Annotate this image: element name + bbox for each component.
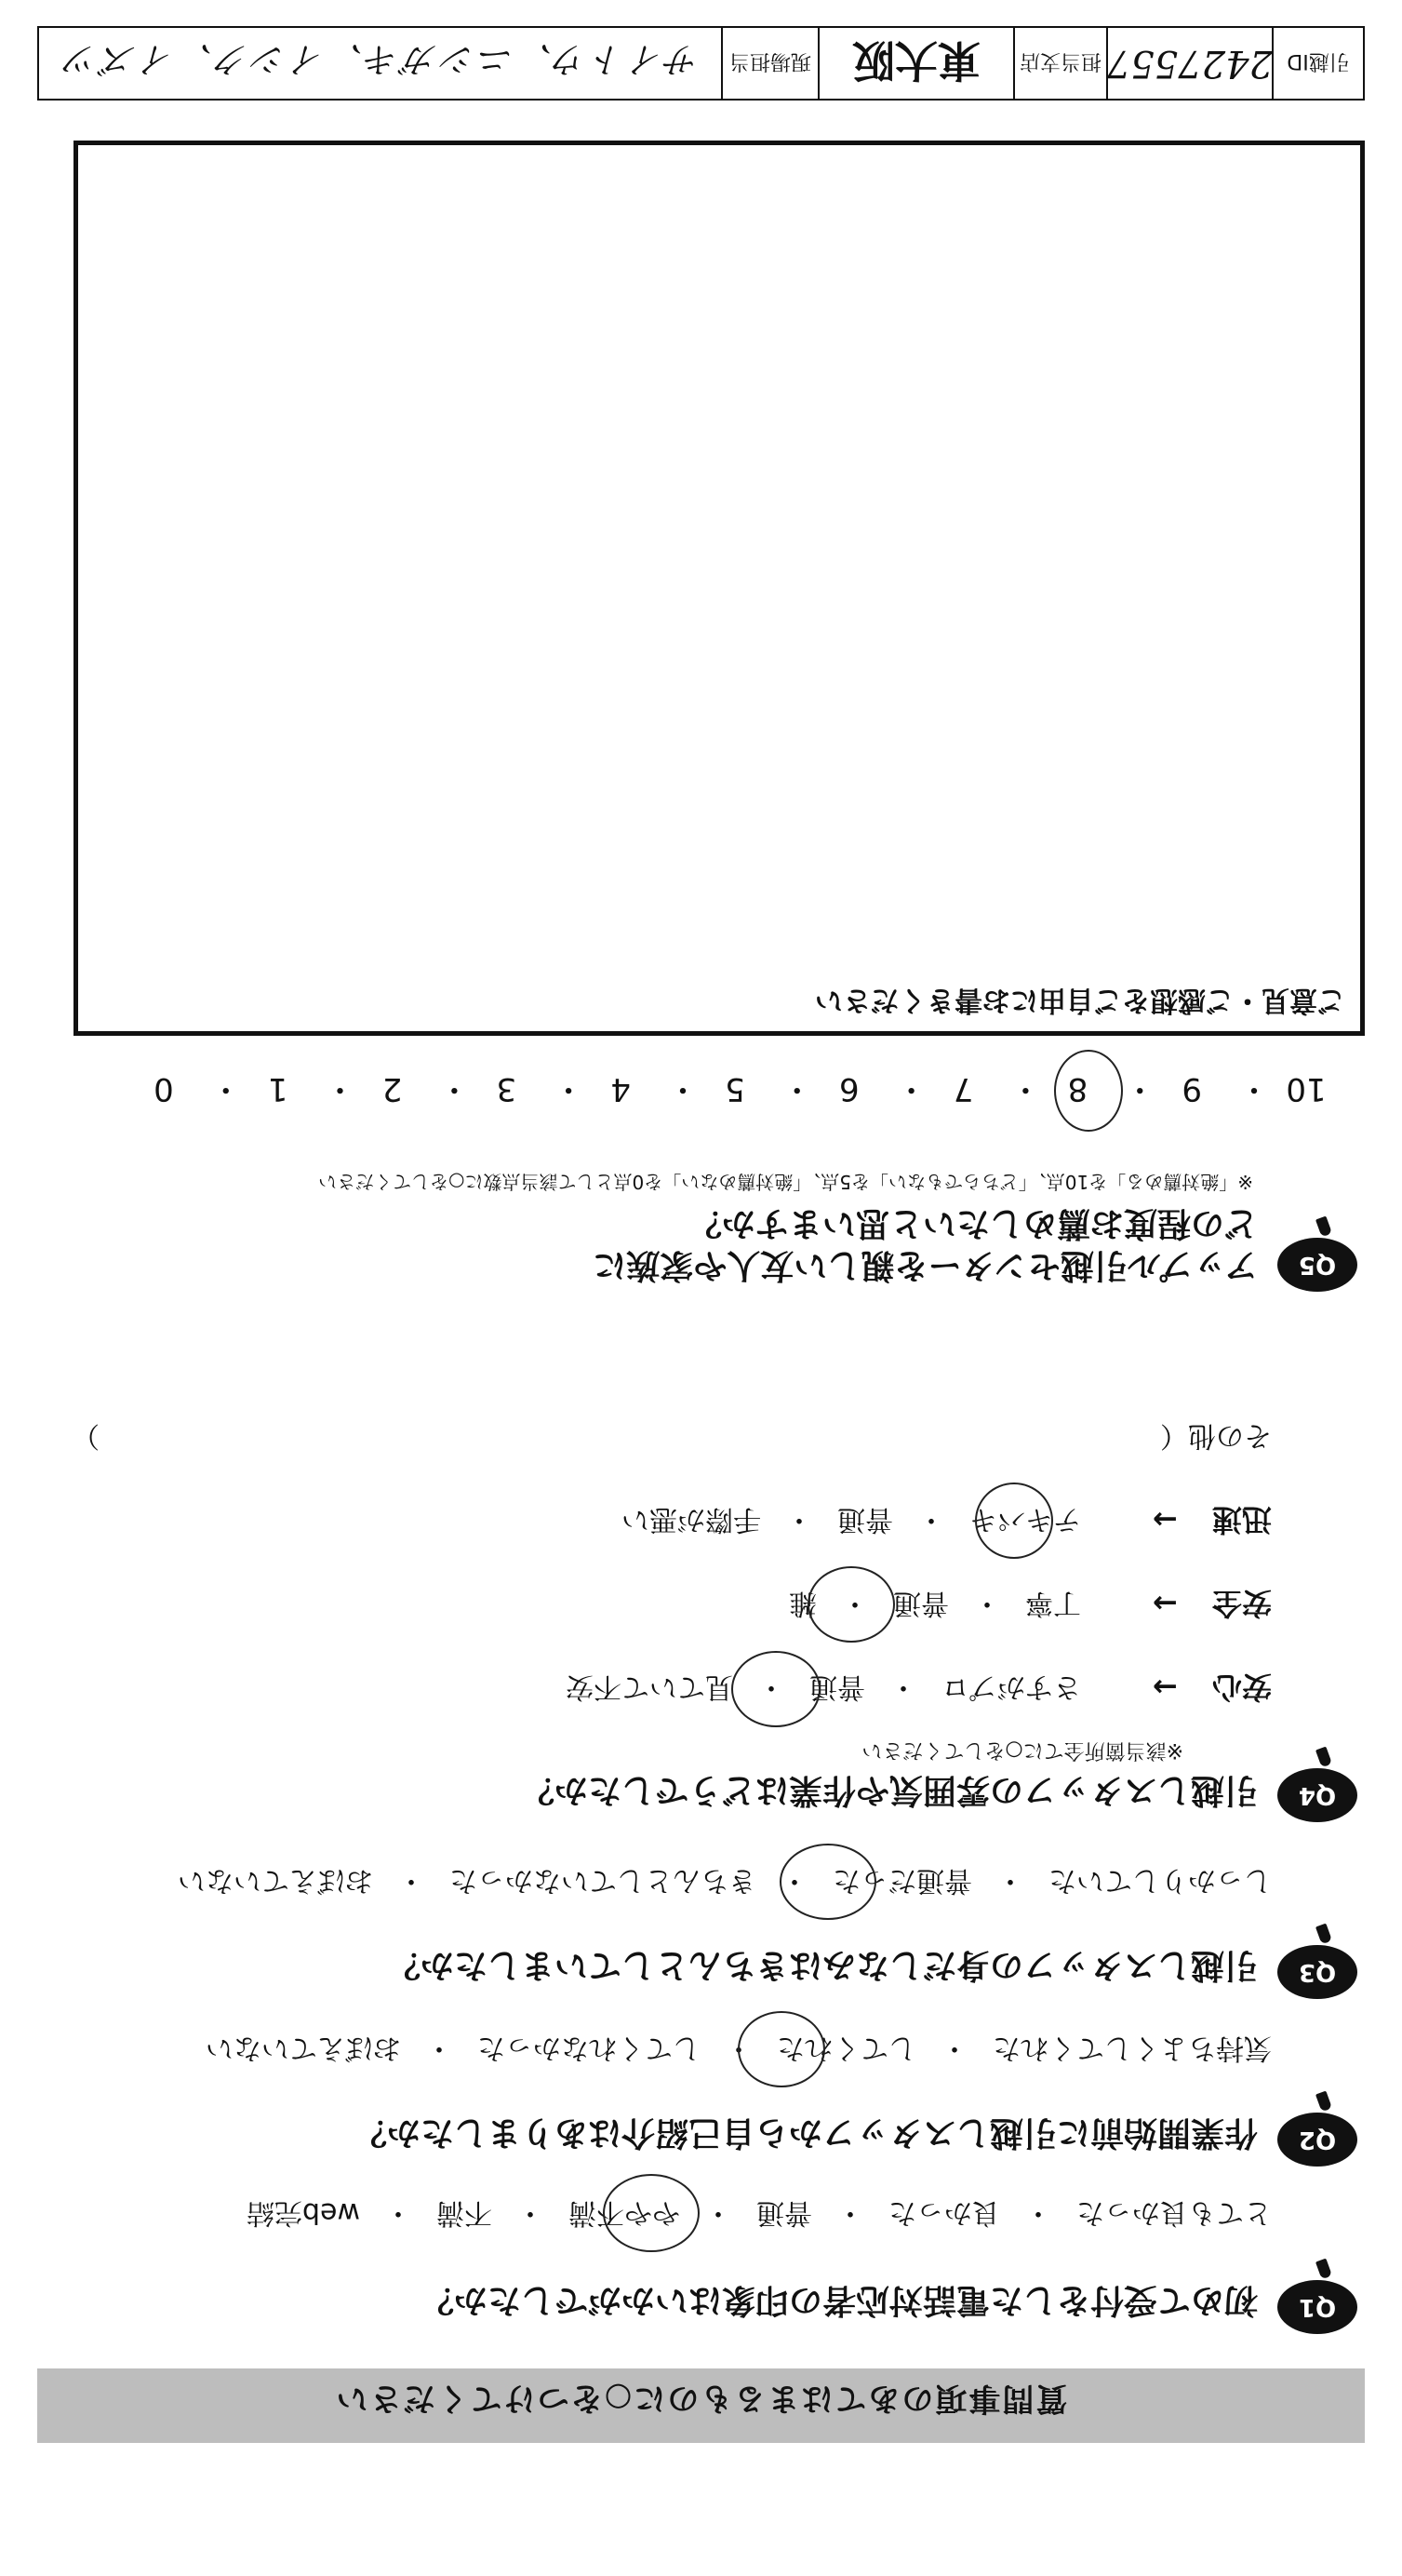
q4-option[interactable]: 見ていて不安 [566,1670,733,1703]
branch-value: 東大阪 [818,28,1013,99]
q1-option[interactable]: web完結 [246,2196,360,2229]
q4-other-label: その他（ [1160,1419,1272,1452]
q3-option[interactable]: おぼえていない [178,1864,373,1897]
q4-row-jinsoku-label: 迅速 [1211,1502,1272,1537]
q2-icon: Q2 [1277,2113,1357,2167]
q4-jinsoku-answer-circle [975,1483,1053,1559]
q4-row-anshin-label: 安心 [1211,1670,1272,1705]
score-option[interactable]: 7 [953,1070,974,1107]
q3-option[interactable]: しっかりしていた [1048,1864,1272,1897]
q2-options: 気持ちよくしてくれた ・ してくれた ・ してくれなかった ・ おぼえていない [206,2031,1272,2072]
q4-anzen-answer-circle [808,1566,895,1643]
q1-option[interactable]: 不満 [436,2196,492,2229]
score-option[interactable]: 0 [154,1070,174,1107]
q2-option[interactable]: おぼえていない [206,2032,401,2064]
q4-option[interactable]: 雑 [789,1587,817,1619]
q4-other-input[interactable] [100,1418,1160,1459]
score-option[interactable]: 9 [1182,1070,1203,1107]
score-option[interactable]: 3 [496,1070,517,1107]
arrow-icon: → [1153,1586,1178,1621]
q4-row-anzen-label: 安全 [1211,1586,1272,1621]
q4-other-row [72,1418,1272,1459]
instruction-banner [37,2368,1365,2443]
score-option[interactable]: 1 [267,1070,288,1107]
q4-row-label [1128,1668,1272,1711]
q3-question: 引越しスタッフの身だしなみはきちんとしていましたか？ [386,1946,1258,1984]
q3-option-selected[interactable]: 普通だった [833,1864,972,1897]
q3-answer-circle [780,1844,876,1920]
q3-icon: Q3 [1277,1945,1357,1999]
leader-value: サイトウ、ニシガキ、イシク、イズツ [60,39,701,81]
score-option[interactable]: 10 [1286,1070,1327,1107]
arrow-icon: → [1153,1502,1178,1537]
q4-option[interactable]: さすがプロ [941,1670,1081,1703]
q4-option-selected[interactable]: 普通 [809,1670,865,1703]
q5-answer-circle [1054,1050,1123,1132]
q5-note: ※「絶対薦める」を10点、「どちらでもない」を5点、「絶対薦めない」を0点として該当点数に○をしてください [318,1171,1253,1193]
q4-option[interactable]: 手際が悪い [621,1503,761,1536]
comments-box[interactable] [73,141,1365,1036]
score-option[interactable]: 2 [381,1070,403,1107]
id-row [37,26,1365,101]
score-option-selected[interactable]: 8 [1067,1070,1088,1107]
score-option[interactable]: 4 [610,1070,631,1107]
instruction-text: 質問事項のあてはまるものに○をつけてください [334,2380,1068,2417]
q1-question: 初めて受付をした電話対応者の印象はいかがでしたか？ [420,2281,1258,2319]
q3-options: しっかりしていた ・ 普通だった ・ きちんとしていなかった ・ おぼえていない [178,1863,1272,1904]
q5-question-line1: アップル引越センターを親しい友人や家族に [593,1246,1258,1284]
q4-row-label [1128,1584,1272,1627]
q1-option[interactable]: やや不満 [568,2196,680,2229]
q1-option[interactable]: とても良かった [1076,2196,1272,2229]
q4-anshin-answer-circle [731,1651,821,1727]
q1-answer-circle [603,2174,700,2252]
branch-label: 担当支店 [1013,28,1106,99]
leader-label: 現場担当 [721,28,818,99]
q1-icon: Q1 [1277,2280,1357,2334]
q4-row-jinsoku-options: テキパキ ・ 普通 ・ 手際が悪い [621,1502,1081,1543]
q2-question: 作業開始前に引越しスタッフから自己紹介はありましたか？ [353,2113,1258,2152]
q2-option-selected[interactable]: してくれた [777,2032,916,2064]
q4-icon: Q4 [1277,1768,1357,1822]
score-option[interactable]: 5 [725,1070,745,1107]
q5-question-line2: どの程度お薦めしたいと思いますか？ [688,1204,1258,1242]
q1-option[interactable]: 良かった [888,2196,1000,2229]
q4-option[interactable]: 普通 [837,1503,893,1536]
q4-option[interactable]: 丁寧 [1025,1587,1081,1619]
q3-option[interactable]: きちんとしていなかった [449,1864,756,1897]
q1-option-selected[interactable]: 普通 [756,2196,812,2229]
q5-icon: Q5 [1277,1238,1357,1292]
q4-note: ※該当箇所全てに○をしてください [861,1738,1183,1762]
q4-row-anzen-options: 丁寧 ・ 普通 ・ 雑 [789,1586,1081,1627]
q4-row-label [1128,1500,1272,1543]
arrow-icon: → [1153,1670,1178,1705]
q4-option-selected[interactable]: テキパキ [969,1503,1081,1536]
q4-option-selected[interactable]: 普通 [893,1587,949,1619]
q2-option[interactable]: 気持ちよくしてくれた [993,2032,1272,2064]
move-id-value: 2427557 [1106,28,1272,99]
q2-option[interactable]: してくれなかった [477,2032,701,2064]
q5-score-scale: 10・ 9・ 8・ 7・ 6・ 5・ 4・ 3・ 2・ 1・ 0 [142,1069,1328,1115]
q2-answer-circle [738,2011,825,2087]
q4-question: 引越しスタッフの雰囲気や作業はどうでしたか？ [520,1771,1258,1809]
q4-row-anshin-options: さすがプロ ・ 普通 ・ 見ていて不安 [566,1670,1081,1711]
score-option[interactable]: 6 [838,1070,860,1107]
comments-title: ご意見・ご感想をご自由にお書きください [815,984,1345,1016]
q1-options: とても良かった ・ 良かった ・ 普通 ・ やや不満 ・ 不満 ・ web完結 [247,2195,1272,2236]
q4-other-close: ） [72,1419,100,1452]
move-id-label: 引越ID [1272,28,1363,99]
